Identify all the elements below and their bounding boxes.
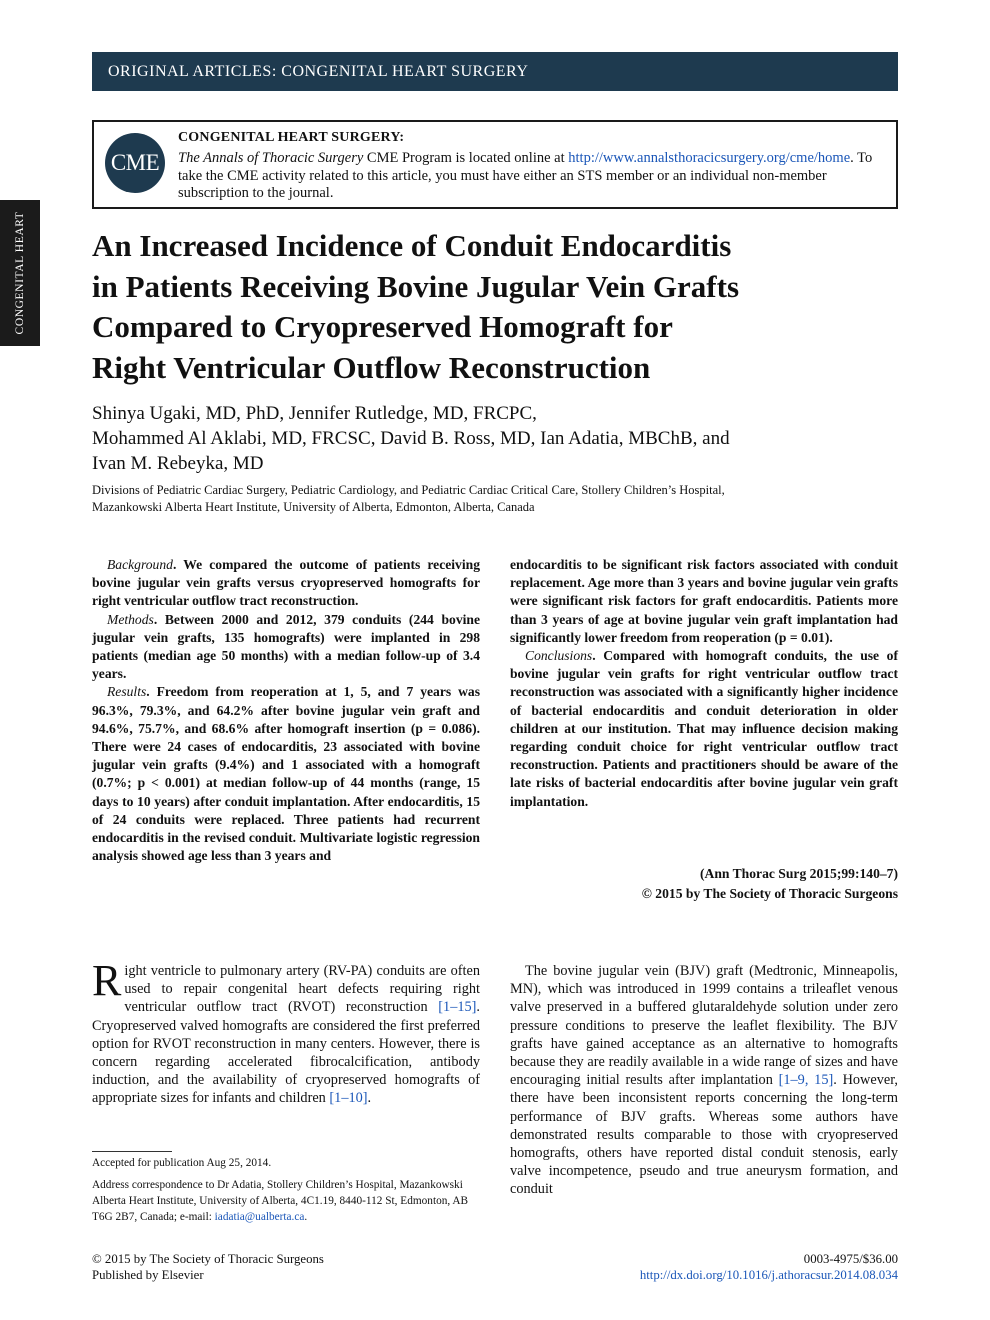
email-link[interactable]: iadatia@ualberta.ca xyxy=(214,1211,305,1224)
footnote-address xyxy=(92,1177,480,1226)
body-right-column xyxy=(510,962,898,1199)
conclusions-text: . Compared with homograft conduits, the use of bovine jugular vein grafts for right ventricular outflow tract reconstruction was associated with a significantly higher incidence of bacterial endocarditis and conduit deterioration in older children at our institution. That may influence decision making regarding conduit choice for right ventricular outflow tract reconstruction. Patients and practitioners should be aware of the late risks of bacterial endocarditis after bovine jugular vein graft implantation. xyxy=(510,648,898,809)
methods-label: Methods xyxy=(107,611,154,627)
results-label: Results xyxy=(107,684,147,700)
cme-text-2: . To take the CME activity related to this article, you must have either an STS member or an individual non-member subscription to the journal. xyxy=(178,150,873,201)
results-text: . Freedom from reoperation at 1, 5, and 7 years was 96.3%, 79.3%, and 64.2% after bovine jugular vein graft and 94.6%, 75.7%, and 68.6% after homograft insertion (p = 0.086). There were 24 cases of endocarditis, 23 associated with bovine jugular vein grafts (9.4%) and 1 associated with a homograft (0.7%; p < 0.001) at median follow-up of 44 months (range, 15 days to 10 years) after conduit implantation. After endocarditis, 15 of 24 conduits were replaced. Three patients had recurrent endocarditis in the revised conduit. Multivariate logistic regression analysis showed age less than 3 years and xyxy=(92,684,480,864)
affiliations xyxy=(92,482,892,515)
article-title xyxy=(92,226,892,388)
abstract-results xyxy=(92,683,480,865)
section-banner-text: ORIGINAL ARTICLES: CONGENITAL HEART SURGERY xyxy=(108,63,529,80)
cme-text-1: CME Program is located online at xyxy=(363,150,569,166)
body-text: . Cryopreserved valved homografts are considered the first preferred option for RVOT reconstruction in many centers. However, there is concern regarding accelerated fibrocalcification, antibody induction, and the availability of cryopreserved homografts of appropriate sizes for infants and children xyxy=(92,999,480,1107)
body-text: . xyxy=(367,1090,372,1107)
reference-link[interactable]: [1–15] xyxy=(438,999,477,1016)
footer-copyright: © 2015 by The Society of Thoracic Surgeons xyxy=(92,1252,324,1266)
drop-cap: R xyxy=(92,956,122,1005)
methods-text: . Between 2000 and 2012, 379 conduits (244 bovine jugular vein grafts, 135 homografts) were implanted in 298 patients (median age 50 months) with a median follow-up of 3.4 years. xyxy=(92,611,480,682)
citation-reference: (Ann Thorac Surg 2015;99:140–7) xyxy=(700,866,898,881)
cme-text xyxy=(178,150,883,203)
cme-logo: CME xyxy=(105,133,165,193)
reference-link[interactable]: [1–9, 15] xyxy=(778,1072,834,1089)
background-text: . We compared the outcome of patients receiving bovine jugular vein grafts versus cryopreserved homografts for right ventricular outflow tract reconstruction. xyxy=(92,557,480,609)
conclusions-label: Conclusions xyxy=(525,648,593,664)
side-tab xyxy=(0,200,40,346)
footnote-accepted: Accepted for publication Aug 25, 2014. xyxy=(92,1157,272,1169)
abstract-background xyxy=(92,556,480,611)
affiliation-line: Divisions of Pediatric Cardiac Surgery, Pediatric Cardiology, and Pediatric Cardiac Critical Care, Stollery Children’s Hospital, xyxy=(92,483,725,497)
author-line: Mohammed Al Aklabi, MD, FRCSC, David B. Ross, MD, Ian Adatia, MBChB, and xyxy=(92,428,730,449)
cme-title: CONGENITAL HEART SURGERY: xyxy=(178,130,405,145)
section-banner xyxy=(92,52,898,91)
footer-publisher: Published by Elsevier xyxy=(92,1268,204,1282)
title-line: Compared to Cryopreserved Homograft for xyxy=(92,309,673,344)
reference-link[interactable]: [1–10] xyxy=(329,1090,368,1107)
abstract-left-column xyxy=(92,556,480,865)
abstract-right-column xyxy=(510,556,898,811)
title-line: in Patients Receiving Bovine Jugular Vein Grafts xyxy=(92,268,740,304)
footer-issn: 0003-4975/$36.00 xyxy=(803,1252,898,1266)
body-text: The bovine jugular vein (BJV) graft (Medtronic, Minneapolis, MN), which was introduced in 1999 contains a trileaflet venous valve preserved in a buffered glutaraldehyde solution under zero pressure conditions to preserve the leaflet flexibility. The BJV grafts have gained acceptance as an alternative to homografts because they are readily available in a wide range of sizes and have encouraging initial results after implantation xyxy=(510,963,898,1089)
cme-journal: The Annals of Thoracic Surgery xyxy=(178,150,364,166)
abstract-conclusions xyxy=(510,647,898,811)
abstract-methods xyxy=(92,611,480,684)
citation-copyright: © 2015 by The Society of Thoracic Surgeons xyxy=(641,886,898,901)
doi-link[interactable]: http://dx.doi.org/10.1016/j.athoracsur.2014.08.034 xyxy=(639,1268,898,1282)
affiliation-line: Mazankowski Alberta Heart Institute, University of Alberta, Edmonton, Alberta, Canada xyxy=(92,499,535,514)
address-text: Address correspondence to Dr Adatia, Stollery Children’s Hospital, Mazankowski Alberta Heart Institute, University of Alberta, 4C1.19, 8440-112 St, Edmonton, AB T6G 2B7, Canada; e-mail: xyxy=(92,1179,469,1224)
footnote-divider xyxy=(92,1151,172,1152)
footer-left xyxy=(92,1251,324,1283)
author-list xyxy=(92,401,892,476)
cme-link[interactable]: http://www.annalsthoracicsurgery.org/cme/home xyxy=(568,150,851,166)
background-label: Background xyxy=(107,557,173,572)
citation xyxy=(510,864,898,904)
body-paragraph xyxy=(92,956,480,1108)
body-paragraph xyxy=(510,962,898,1199)
body-text: . However, there have been inconsistent reports concerning the long-term performance of BJV grafts. Whereas some authors have demonstrated results comparable to those with cryopreserved homografts, others have reported distal conduit stenosis, early valve incompetence, pseudo and true aneurysm formation, and conduit xyxy=(510,1072,898,1198)
title-line: Right Ventricular Outflow Reconstruction xyxy=(92,349,651,385)
author-line: Ivan M. Rebeyka, MD xyxy=(92,453,264,474)
footer-right xyxy=(598,1251,898,1283)
abstract-results-continued: endocarditis to be significant risk factors associated with conduit replacement. Age more than 3 years and bovine jugular vein grafts were significant risk factors for graft endocarditis. Patients more than 3 years of age at bovine jugular vein graft implantation had significantly lower freedom from reoperation (p = 0.01). xyxy=(510,557,898,645)
address-end: . xyxy=(304,1211,308,1224)
body-text: ight ventricle to pulmonary artery (RV-PA) conduits are often used to repair congenital heart defects requiring right ventricular outflow tract (RVOT) reconstruction xyxy=(124,963,480,1016)
body-left-column xyxy=(92,956,480,1108)
title-line: An Increased Incidence of Conduit Endocarditis xyxy=(92,228,732,263)
side-tab-text: CONGENITAL HEART xyxy=(14,211,26,335)
author-line: Shinya Ugaki, MD, PhD, Jennifer Rutledge, MD, FRCPC, xyxy=(92,403,537,424)
